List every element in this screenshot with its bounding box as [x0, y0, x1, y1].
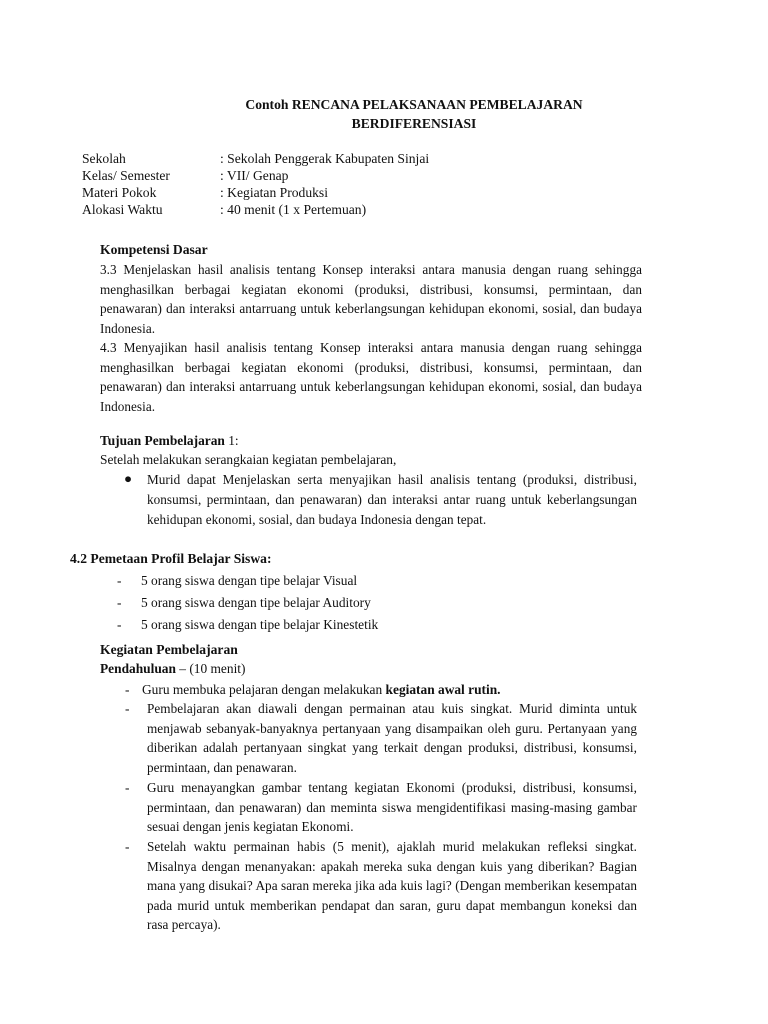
tujuan-heading-suffix: 1:: [224, 433, 239, 448]
list-item: 5 orang siswa dengan tipe belajar Auditory: [141, 595, 371, 610]
info-value-materi: : Kegiatan Produksi: [220, 185, 328, 200]
kegiatan-item-2: Pembelajaran akan diawali dengan permainan atau kuis singkat. Murid diminta untuk menjawab sebanyak-banyaknya pertanyaan yang disampaikan oleh guru. Pertanyaan yang diberikan adalah pertanyaan singkat yang terkait dengan produksi, distribusi, konsumsi, permintaan, dan penawaran.: [147, 701, 637, 775]
bullet-marker: ●: [124, 471, 133, 486]
info-value-sekolah: : Sekolah Penggerak Kabupaten Sinjai: [220, 151, 430, 166]
info-value-kelas: : VII/ Genap: [220, 168, 289, 183]
kegiatan-item-3: Guru menayangkan gambar tentang kegiatan Ekonomi (produksi, distribusi, konsumsi, permintaan, dan penawaran) dan meminta siswa mengidentifikasi masing-masing gambar sesuai dengan jenis kegiatan Ekonomi.: [147, 780, 637, 834]
list-item: 5 orang siswa dengan tipe belajar Visual: [141, 573, 358, 588]
kd-paragraph-1: 3.3 Menjelaskan hasil analisis tentang Konsep interaksi antara manusia dengan ruang sehingga menghasilkan berbagai kegiatan ekonomi (produksi, distribusi, konsumsi, permintaan, dan penawaran) dan interaksi antarruang untuk keberlangsungan kehidupan ekonomi, sosial, dan budaya Indonesia.: [100, 262, 642, 336]
list-item-marker: -: [117, 573, 122, 588]
document-title-line1: Contoh RENCANA PELAKSANAAN PEMBELAJARAN: [245, 97, 583, 112]
pendahuluan-label: Pendahuluan: [100, 661, 176, 676]
document-title-line2: BERDIFERENSIASI: [351, 116, 477, 131]
list-item-marker: -: [117, 595, 122, 610]
pendahuluan-heading: [100, 661, 245, 677]
kompetensi-heading: Kompetensi Dasar: [100, 242, 208, 257]
kegiatan-item-1: [142, 682, 501, 698]
info-label-sekolah: Sekolah: [82, 151, 126, 166]
kegiatan-item-4: Setelah waktu permainan habis (5 menit), ajaklah murid melakukan refleksi singkat. Misalnya dengan menanyakan: apakah mereka suka dengan kuis yang diberikan? Bagian mana yang disukai? Apa saran mereka jika ada kuis lagi? (Dengan memberikan kesempatan pada murid untuk memberikan pendapat dan saran, guru dapat membangun koneksi dan rasa percaya).: [147, 839, 637, 932]
tujuan-intro: Setelah melakukan serangkaian kegiatan pembelajaran,: [100, 452, 397, 467]
list-item-marker: -: [117, 617, 122, 632]
info-value-alokasi: : 40 menit (1 x Pertemuan): [220, 202, 367, 217]
pemetaan-heading: 4.2 Pemetaan Profil Belajar Siswa:: [70, 551, 272, 566]
pendahuluan-duration: – (10 menit): [175, 661, 246, 676]
kegiatan-heading: Kegiatan Pembelajaran: [100, 642, 238, 657]
list-item-marker: -: [125, 701, 130, 716]
info-label-alokasi: Alokasi Waktu: [82, 202, 163, 217]
kd-paragraph-2: 4.3 Menyajikan hasil analisis tentang Konsep interaksi antara manusia dengan ruang sehingga menghasilkan berbagai kegiatan ekonomi (produksi, distribusi, konsumsi, permintaan, dan penawaran) dan interaksi antarruang untuk keberlangsungan kehidupan ekonomi, sosial, dan budaya Indonesia.: [100, 340, 642, 414]
kegiatan-item-1-text: Guru membuka pelajaran dengan melakukan: [142, 682, 386, 697]
tujuan-bullet-text: Murid dapat Menjelaskan serta menyajikan hasil analisis tentang (produksi, distribusi, konsumsi, permintaan, dan penawaran) dan interaksi antar ruang untuk keberlangsungan kehidupan ekonomi, sosial, dan budaya Indonesia dengan tepat.: [147, 472, 637, 528]
list-item: 5 orang siswa dengan tipe belajar Kinestetik: [141, 617, 379, 632]
tujuan-heading: [100, 433, 239, 449]
info-label-kelas: Kelas/ Semester: [82, 168, 170, 183]
list-item-marker: -: [125, 682, 130, 697]
list-item-marker: -: [125, 780, 130, 795]
tujuan-heading-label: Tujuan Pembelajaran: [100, 433, 225, 448]
kegiatan-item-1-bold: kegiatan awal rutin.: [385, 682, 501, 697]
info-label-materi: Materi Pokok: [82, 185, 157, 200]
list-item-marker: -: [125, 839, 130, 854]
